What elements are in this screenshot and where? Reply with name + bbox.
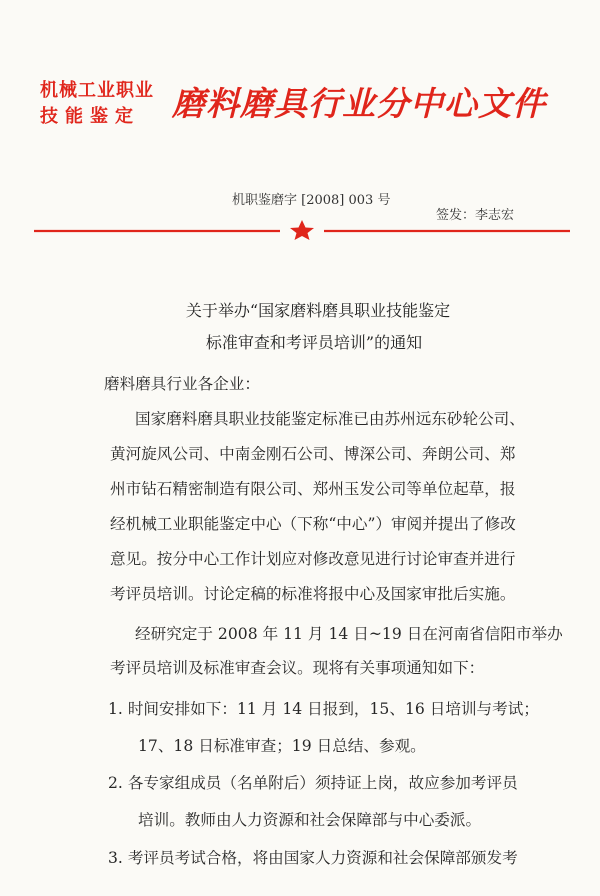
paragraph-1-line-4: 经机械工业职能鉴定中心（下称“中心”）审阅并提出了修改 [110, 515, 516, 533]
list-item-3-line-1: 3. 考评员考试合格，将由国家人力资源和社会保障部颁发考 [108, 849, 518, 867]
list-item-2-line-2: 培训。教师由人力资源和社会保障部与中心委派。 [138, 811, 482, 829]
paragraph-1-line-2: 黄河旋风公司、中南金刚石公司、博深公司、奔朗公司、郑 [110, 445, 516, 463]
salutation: 磨料磨具行业各企业： [104, 375, 260, 393]
paragraph-1-line-3: 州市钻石精密制造有限公司、郑州玉发公司等单位起草，报 [110, 480, 516, 498]
paragraph-2-line-2: 考评员培训及标准审查会议。现将有关事项通知如下： [110, 659, 485, 677]
notice-title-line1: 关于举办“国家磨料磨具职业技能鉴定 [185, 301, 451, 320]
issuing-org-line2: 技能鉴定 [40, 106, 140, 127]
list-item-1-line-1: 1. 时间安排如下：11 月 14 日报到，15、16 日培训与考试； [108, 700, 539, 718]
notice-title-line2: 标准审查和考评员培训”的通知 [205, 333, 423, 352]
list-item-1-line-2: 17、18 日标准审查；19 日总结、参观。 [138, 737, 426, 755]
document-header-title: 磨料磨具行业分中心文件 [172, 84, 546, 123]
red-star-icon [290, 220, 314, 240]
paragraph-1-line-1: 国家磨料磨具职业技能鉴定标准已由苏州远东砂轮公司、 [135, 410, 525, 428]
paragraph-1-line-5: 意见。按分中心工作计划应对修改意见进行讨论审查并进行 [110, 550, 516, 568]
issuing-org-name [40, 78, 154, 130]
paragraph-2-line-1: 经研究定于 2008 年 11 月 14 日~19 日在河南省信阳市举办 [135, 625, 563, 643]
red-divider-with-star [34, 220, 570, 240]
list-item-2-line-1: 2. 各专家组成员（名单附后）须持证上岗，故应参加考评员 [108, 774, 518, 792]
document-signer: 签发：李志宏 [436, 208, 515, 223]
issuing-org-line1: 机械工业职业 [40, 80, 154, 101]
document-header [40, 78, 580, 148]
document-number: 机职鉴磨字 [2008] 003 号 [232, 193, 391, 208]
paragraph-1-line-6: 考评员培训。讨论定稿的标准将报中心及国家审批后实施。 [110, 585, 516, 603]
